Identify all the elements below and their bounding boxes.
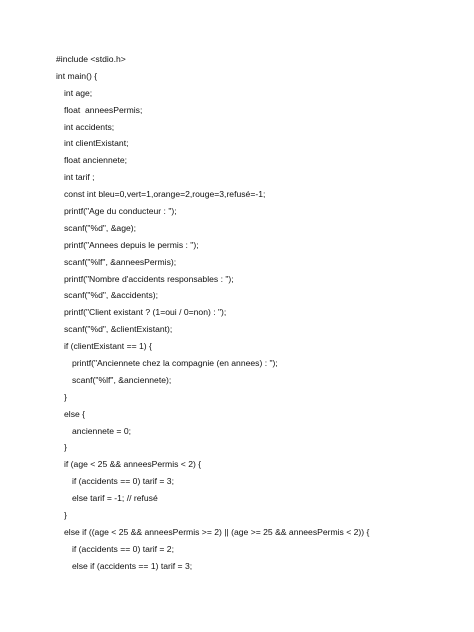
code-line: } [64,510,67,521]
code-line: int clientExistant; [64,138,129,149]
code-line: } [64,442,67,453]
code-line: else { [64,408,86,419]
code-line: printf("Age du conducteur : "); [64,206,177,217]
code-line: } [64,391,67,402]
code-line: scanf("%d", &age); [64,222,137,233]
code-line: printf("Nombre d'accidents responsables : "); [64,273,234,284]
code-line: int main() { [56,70,98,81]
code-line: if (accidents == 0) tarif = 3; [72,476,174,487]
code-line: scanf("%lf", &anciennete); [72,374,172,385]
code-line: int tarif ; [64,172,95,183]
code-line: scanf("%d", &accidents); [64,290,158,301]
code-line: else if ((age < 25 && anneesPermis >= 2) || (age >= 25 && anneesPermis < 2)) { [64,526,370,537]
code-line: scanf("%d", &clientExistant); [64,324,173,335]
code-line: float anciennete; [64,155,128,166]
code-line: printf("Client existant ? (1=oui / 0=non) : "); [64,307,227,318]
code-line: printf("Annees depuis le permis : "); [64,239,199,250]
code-line: else if (accidents == 1) tarif = 3; [72,560,193,571]
code-line: int age; [64,87,93,98]
code-line: const int bleu=0,vert=1,orange=2,rouge=3,refusé=-1; [64,189,266,200]
code-line: anciennete = 0; [72,425,132,436]
code-line: scanf("%lf", &anneesPermis); [64,256,177,267]
code-line: else tarif = -1; // refusé [72,493,158,504]
code-line: if (accidents == 0) tarif = 2; [72,543,174,554]
code-body [56,51,456,575]
code-line: if (age < 25 && anneesPermis < 2) { [64,459,202,470]
code-line: if (clientExistant == 1) { [64,341,152,352]
code-line: printf("Anciennete chez la compagnie (en annees) : "); [72,358,278,369]
code-line: #include <stdio.h> [56,54,126,64]
code-line: float anneesPermis; [64,104,143,115]
code-line: int accidents; [64,121,115,132]
